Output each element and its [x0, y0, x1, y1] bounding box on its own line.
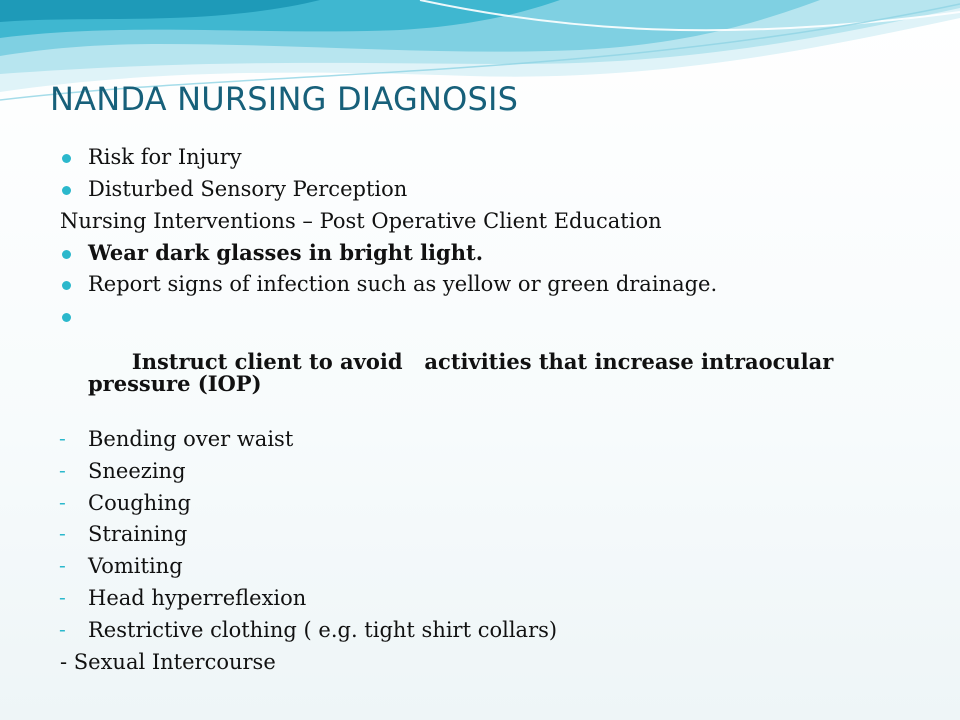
dash-icon: -: [59, 553, 66, 578]
activity-text: Straining: [88, 522, 188, 547]
bullet-icon: [62, 281, 71, 290]
activity-item: [60, 619, 920, 642]
activity-item: [59, 457, 920, 483]
bullet-icon: [62, 313, 71, 322]
activity-text: Vomiting: [88, 554, 183, 579]
dash-icon: -: [59, 489, 66, 514]
bullet-icon: [62, 186, 71, 195]
activity-text: Sneezing: [88, 458, 186, 483]
activity-item: [59, 489, 920, 515]
diagnosis-item: [60, 146, 920, 169]
intervention-text: Instruct client to avoid activities that increase intraocular pressure (IOP): [88, 348, 841, 397]
activity-item: [59, 425, 920, 451]
activity-text: Restrictive clothing ( e.g. tight shirt collars): [88, 618, 558, 642]
dash-icon: -: [59, 585, 66, 610]
activity-item: [60, 587, 920, 610]
activity-text: Head hyperreflexion: [88, 586, 307, 611]
activity-item: [60, 555, 920, 578]
bullet-icon: [62, 154, 71, 163]
intervention-item: [60, 273, 920, 296]
diagnosis-item: [60, 178, 920, 201]
bullet-icon: [62, 250, 71, 259]
intervention-text: Wear dark glasses in bright light.: [88, 239, 484, 265]
activity-text: Bending over waist: [88, 426, 294, 451]
last-item: - Sexual Intercourse: [60, 649, 276, 674]
intervention-item: [60, 239, 920, 265]
intervention-item: [60, 305, 920, 418]
dash-icon: -: [59, 425, 66, 450]
intervention-text: Report signs of infection such as yellow or green drainage.: [88, 272, 718, 297]
dash-icon: -: [59, 521, 66, 546]
diagnosis-text: Risk for Injury: [88, 145, 242, 169]
activity-item: [60, 523, 920, 546]
interventions-heading: Nursing Interventions – Post Operative Client Education: [60, 208, 662, 233]
slide-content: [60, 146, 920, 683]
dash-icon: -: [59, 457, 66, 482]
slide-title: NANDA NURSING DIAGNOSIS: [50, 80, 519, 118]
activity-text: Coughing: [88, 490, 191, 515]
dash-icon: -: [59, 617, 66, 641]
diagnosis-text: Disturbed Sensory Perception: [88, 176, 408, 201]
